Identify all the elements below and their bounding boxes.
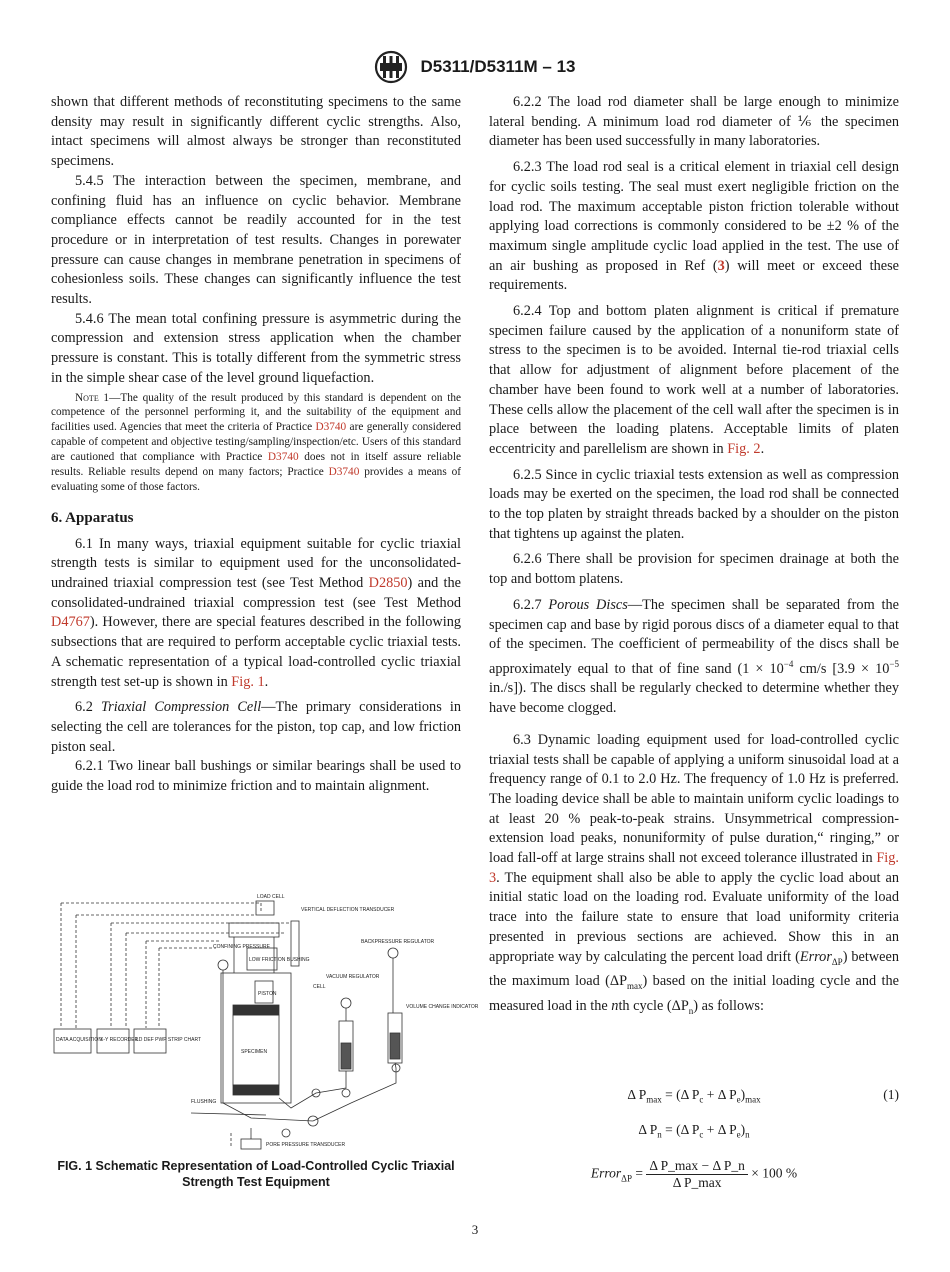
label-data-acquisition: DATA ACQUISITION — [56, 1037, 102, 1043]
link-d3740[interactable]: D3740 — [315, 421, 347, 434]
text: th cycle (ΔP — [618, 997, 689, 1014]
text: 6.2.3 The load rod seal is a critical element in triaxial cell design for cyclic soils testing. The seal must exert negligible friction on the load rod. The maximum acceptable piston friction tolerable without applying load corrections is commonly considered to be ±2 % of the maximum single amplitude cyclic load applied in the test. The use of an air bushing as proposed in Ref ( — [489, 159, 899, 274]
label-xy-recorder: X-Y RECORDER — [100, 1037, 139, 1043]
note-text: are generally considered capable of competent and objective testing/sampling/inspection/etc. Users of this standard are cautioned that compliance with Practice — [51, 421, 461, 464]
equation-number: (1) — [883, 1087, 899, 1102]
numerator: Δ P_max − Δ P_n — [646, 1158, 748, 1175]
paragraph-6-2-1: 6.2.1 Two linear ball bushings or similar bearings shall be used to guide the load rod to minimize friction and to maintain alignment. — [51, 758, 461, 795]
label-load-cell: LOAD CELL — [257, 894, 285, 900]
pore-pressure-transducer — [241, 1139, 261, 1149]
text: ) and the consolidated-undrained triaxial compression test (see Test Method — [51, 575, 461, 611]
eq-sub: n — [745, 1129, 750, 1140]
text: ) between the maximum load (ΔP — [489, 948, 900, 990]
paragraph-6-2-7 — [489, 596, 899, 719]
exponent: −4 — [783, 658, 794, 669]
text: 6.2.7 — [513, 596, 549, 613]
eq-sub: e — [736, 1129, 741, 1140]
text: 6.2 — [75, 699, 101, 716]
link-d4767[interactable]: D4767 — [51, 614, 90, 631]
label-flushing: FLUSHING — [191, 1099, 217, 1105]
eq-term: + Δ P — [703, 1087, 737, 1102]
text: cm/s [3.9 × 10 — [793, 660, 890, 677]
link-d3740[interactable]: D3740 — [267, 451, 299, 464]
paragraph-6-2-2: 6.2.2 The load rod diameter shall be large enough to minimize lateral bending. A minimum load rod diameter of ⅙ the specimen diameter has been used successfully in many laboratories. — [489, 94, 899, 150]
label-pore-pressure-transducer: PORE PRESSURE TRANSDUCER — [266, 1142, 346, 1148]
text: ) will meet or exceed these requirements. — [489, 257, 899, 294]
signal-lines — [61, 903, 291, 1148]
text: . — [760, 440, 765, 457]
left-column — [51, 93, 461, 797]
text: . — [264, 673, 269, 690]
label-vacuum-regulator: VACUUM REGULATOR — [326, 974, 380, 980]
confining-gauge — [218, 960, 228, 970]
paragraph-6-2-4 — [489, 302, 899, 460]
eq-term: Error — [590, 1165, 622, 1181]
reference-link-3[interactable]: 3 — [717, 257, 725, 274]
link-d3740[interactable]: D3740 — [328, 466, 360, 479]
link-fig-3[interactable]: Fig. 3 — [489, 850, 899, 886]
note-text: —The quality of the result produced by this standard is dependent on the competence of the personnel performing it, and the suitability of the equipment and facilities used. Agencies that meet the criteria of Practice — [51, 391, 461, 434]
text: 6.3 Dynamic loading equipment used for load-controlled cyclic triaxial tests shall be capable of applying a uniform sinusoidal load at a frequency range of 0.1 to 2.0 Hz. The frequency of 1.0 Hz is preferred. The loading device shall be able to maintain uniform cyclic loadings to at least 20 % peak-to-peak strains. Unsymmetrical compression-extension load peaks, nonuniformity of pulse duration,“ ringing,” or load fall-off at large strains shall not exceed tolerance illustrated in — [489, 731, 899, 867]
eq-sub: c — [699, 1094, 704, 1105]
figure-caption: FIG. 1 Schematic Representation of Load-Controlled Cyclic Triaxial Strength Test Equipment — [57, 1159, 455, 1189]
eq-term: = (Δ P — [661, 1087, 700, 1102]
link-d2850[interactable]: D2850 — [368, 575, 408, 591]
label-volume-change-indicator: VOLUME CHANGE INDICATOR — [406, 1004, 479, 1010]
equation-3-body: Error$_{\Delta P}$ = $\frac{\text{Δ P\_max − Δ P\_n}}{\text{Δ P\_max}}$ × 100 % — [590, 1158, 798, 1190]
text: 6.1 In many ways, triaxial equipment suitable for cyclic triaxial strength tests is similar to equipment used for the unconsolidated-undrained triaxial compression test (see Test Method — [51, 535, 461, 591]
equation-3 — [489, 1158, 899, 1194]
equation-2-body — [489, 1122, 899, 1140]
note-label: Note 1 — [75, 391, 110, 404]
text: n — [611, 997, 619, 1014]
exponent: −5 — [889, 658, 899, 669]
eq-term: × 100 % — [751, 1165, 798, 1181]
paragraph-6-2-5: 6.2.5 Since in cyclic triaxial tests extension as well as compression loads may be exerted on the specimen, the load rod shall be connected to the top platen by straight threads backed by a shoulder on the piston that tightens up against the platen. — [489, 466, 899, 542]
note-text: provides a means of evaluating some of those factors. — [51, 466, 461, 493]
paragraph-6-1 — [51, 535, 461, 693]
eq-sub: max — [745, 1094, 761, 1105]
eq-term: Δ P — [638, 1122, 658, 1137]
note-text: does not in itself assure reliable results. Reliable results depend on many factors; Practice — [51, 451, 461, 479]
schematic-diagram — [51, 893, 479, 1155]
text: —The specimen shall be separated from the specimen cap and base by rigid porous discs of a diameter equal to that of the specimen. The coefficient of permeability of the discs shall be approximately equal to that of fine sand (1 × 10 — [489, 596, 899, 677]
astm-logo-icon — [374, 50, 408, 84]
text: . The equipment shall also be able to apply the cyclic load about an initial static load on the loading rod. Evaluate uniformity of the load trace into the failure state to ensure that load uniformity criteria presented in previous sections are achieved. Show this in an appropriate way by calculating the percent load drift ( — [489, 869, 899, 965]
figure-1-schematic — [51, 893, 479, 1155]
note-1 — [51, 391, 461, 495]
link-fig-2[interactable]: Fig. 2 — [727, 440, 761, 457]
eq-sub: ΔP — [621, 1173, 632, 1184]
backpressure-gauge — [388, 948, 398, 958]
vacuum-gauge — [341, 998, 351, 1008]
label-low-friction-bushing: LOW FRICTION BUSHING — [249, 957, 310, 963]
text: in./s]). The discs shall be regularly checked to determine whether they have become clogged. — [489, 680, 899, 717]
eq-term: Δ P — [627, 1087, 647, 1102]
label-backpressure-regulator: BACKPRESSURE REGULATOR — [361, 939, 435, 945]
eq-term: ) — [740, 1087, 746, 1102]
right-column — [489, 93, 899, 1021]
label-piston: PISTON — [258, 991, 277, 997]
section-heading: 6. Apparatus — [51, 509, 134, 526]
label-specimen: SPECIMEN — [241, 1049, 268, 1055]
subscript: ΔP — [831, 956, 843, 967]
eq-sub: e — [736, 1094, 741, 1105]
text: ) based on the initial loading cycle and the measured load in the — [489, 973, 899, 1014]
eq-sub: c — [699, 1129, 704, 1140]
text: ) as follows: — [693, 997, 764, 1014]
denominator: Δ P_max — [672, 1175, 722, 1190]
label-cell: CELL — [313, 984, 326, 990]
link-fig-1[interactable]: Fig. 1 — [231, 673, 265, 690]
page-header — [0, 50, 950, 84]
label-strip-chart: LD DEF PWP STRIP CHART — [136, 1037, 202, 1043]
subscript: max — [627, 981, 643, 992]
eq-term: + Δ P — [703, 1122, 737, 1137]
document-designation: D5311/D5311M – 13 — [420, 57, 576, 76]
eq-term: ) — [740, 1122, 746, 1137]
subscript: n — [688, 1005, 694, 1016]
paragraph: shown that different methods of reconstituting specimens to the same density may result in significantly different cyclic strengths. Also, intact specimens will almost always be stronger than reconstituted specimens. — [51, 94, 461, 170]
paragraph-6-3 — [489, 731, 899, 1021]
equation-1-body — [489, 1087, 899, 1105]
paragraph-5-4-6: 5.4.6 The mean total confining pressure is asymmetric during the compression and extension stress application when the chamber pressure is constant. This is totally different from the symmetric stress in the simple shear case of the level ground liquefaction. — [51, 310, 461, 386]
text: 6.2.4 Top and bottom platen alignment is critical if premature specimen failure caused by the application of a nonuniform state of stress to the specimen is to be avoided. Internal tie-rod triaxial cells that allow for adjustment of alignment before placement of the chamber have been found to work well at a number of laboratories. These cells allow the placement of the cell wall after the specimen is in place between the loading platens. Acceptable limits of platen eccentricity and parellelism are shown in — [489, 303, 899, 457]
paragraph-5-4-5: 5.4.5 The interaction between the specimen, membrane, and confining fluid has an influence on cyclic behavior. Membrane compliance effects cannot be readily accounted for in the test procedure or in interpretation of test results. Changes in porewater pressure can cause changes in membrane penetration in specimens of cohesionless soils. These changes can significantly influence the test results. — [51, 172, 461, 308]
fraction — [646, 1158, 748, 1191]
label-vertical-deflection-transducer: VERTICAL DEFLECTION TRANSDUCER — [301, 907, 395, 913]
text: Error — [799, 948, 832, 965]
paragraph-6-2-3 — [489, 158, 899, 296]
page-number: 3 — [471, 1222, 479, 1237]
equation-2 — [489, 1122, 899, 1142]
subsection-title: Triaxial Compression Cell — [100, 699, 262, 716]
equation-1 — [489, 1087, 899, 1107]
label-confining-pressure: CONFINING PRESSURE — [213, 944, 270, 950]
text: —The primary considerations in selecting the cell are tolerances for the piston, top cap, and low friction piston seal. — [51, 699, 461, 755]
triaxial-cell — [221, 973, 291, 1103]
paragraph-6-2 — [51, 698, 461, 757]
text: ). However, there are special features described in the following subsections that are required to perform acceptable cyclic triaxial tests. A schematic representation of a typical load-controlled cyclic triaxial strength test set-up is shown in — [51, 614, 461, 690]
eq-sub: max — [646, 1094, 662, 1105]
eq-term: = (Δ P — [661, 1122, 700, 1137]
subsection-title: Porous Discs — [548, 596, 628, 613]
eq-sub: n — [657, 1129, 662, 1140]
paragraph-6-2-6: 6.2.6 There shall be provision for specimen drainage at both the top and bottom platens. — [489, 551, 899, 588]
